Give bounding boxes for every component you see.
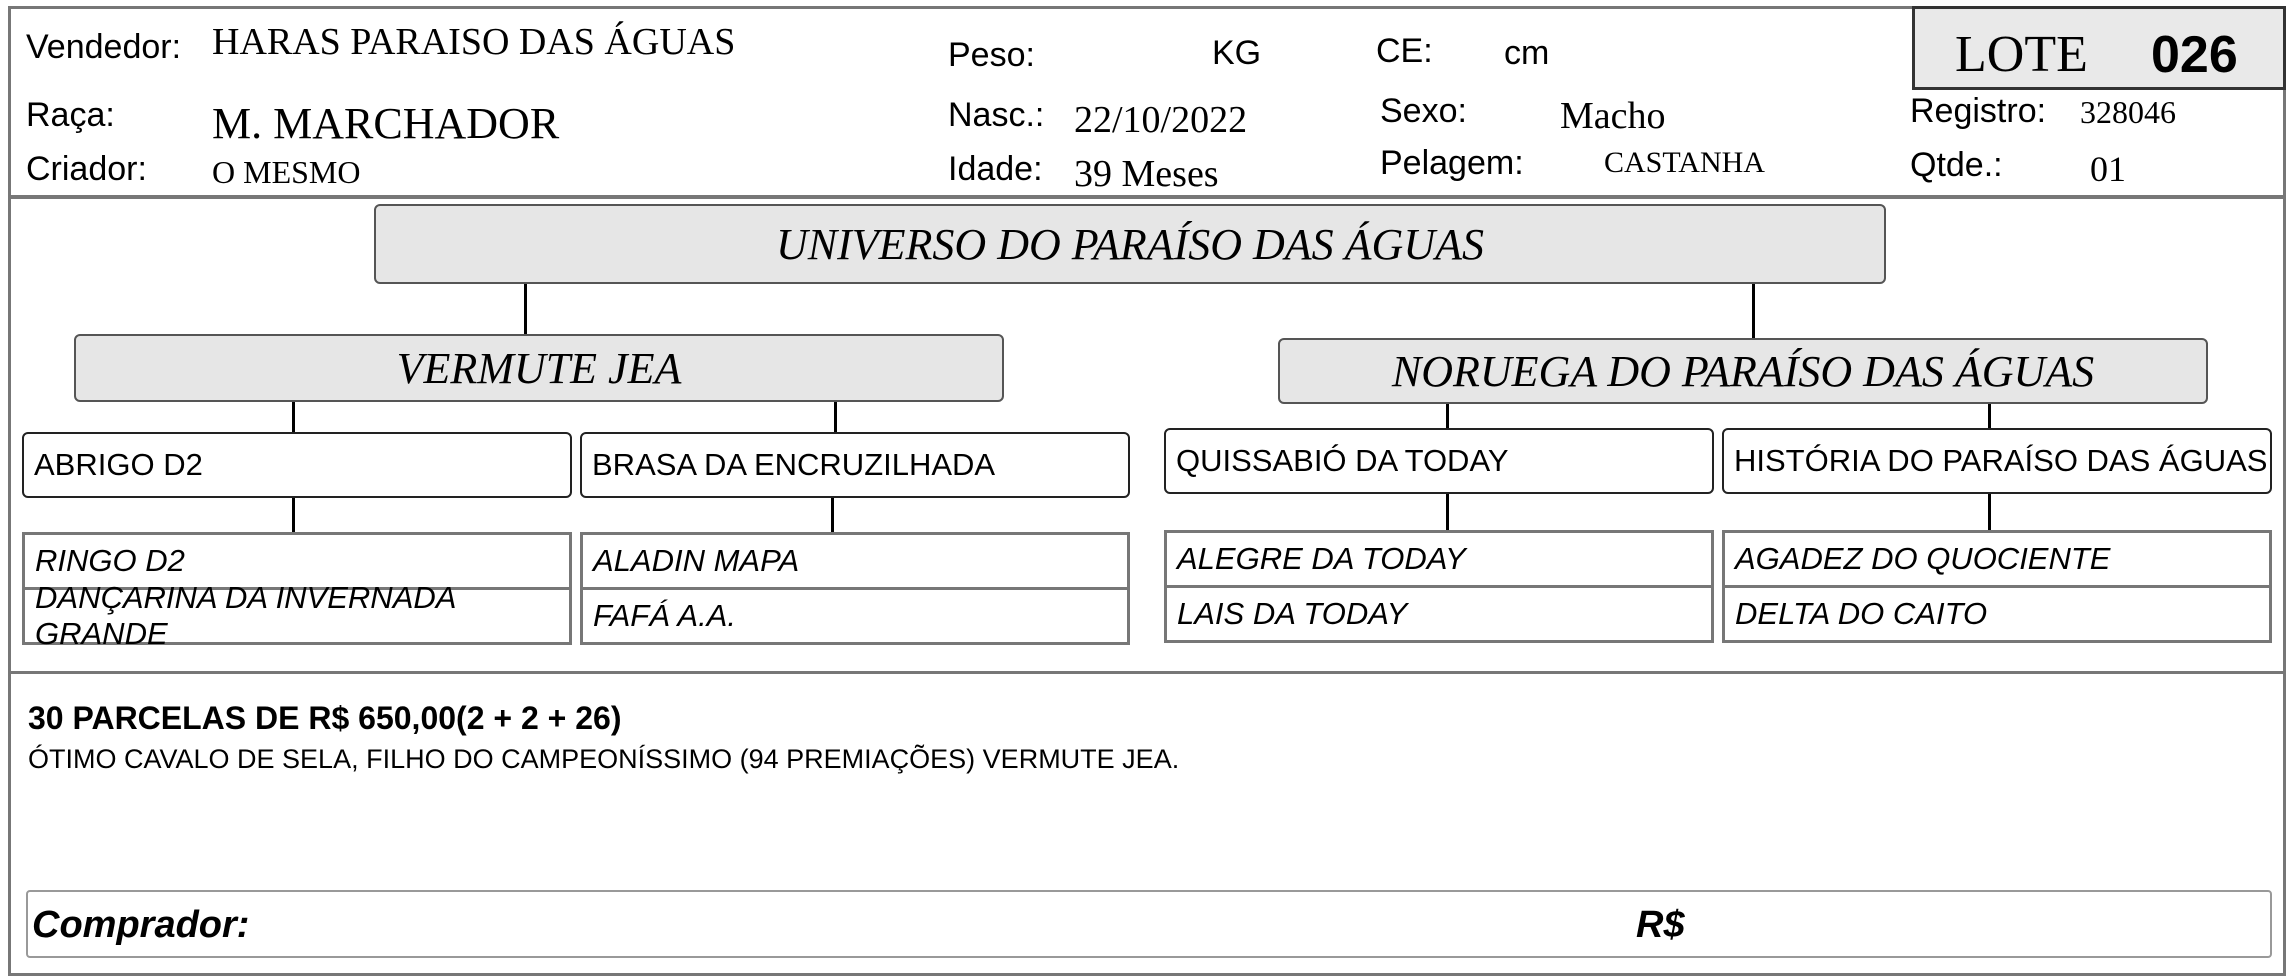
raca-value: M. MARCHADOR (212, 99, 560, 148)
dam-name: NORUEGA DO PARAÍSO DAS ÁGUAS (1391, 346, 2095, 396)
sexo-label: Sexo: (1380, 92, 1467, 130)
dd-sire-box (1722, 530, 2272, 588)
lote-number: 026 (2151, 26, 2238, 84)
description-text: ÓTIMO CAVALO DE SELA, FILHO DO CAMPEONÍSSIMO (94 PREMIAÇÕES) VERMUTE JEA. (28, 744, 1180, 774)
sire-dam-box (580, 432, 1130, 498)
idade-label: Idade: (948, 150, 1043, 188)
dam-sire-box (1164, 428, 1714, 494)
ds-sire-box (1164, 530, 1714, 588)
nasc-label: Nasc.: (948, 96, 1045, 134)
connector-ds-gp (1446, 494, 1449, 532)
idade-value: 39 Meses (1074, 153, 1219, 195)
sire-name: VERMUTE JEA (396, 343, 682, 393)
dd-dam-name: DELTA DO CAITO (1735, 596, 1988, 631)
ss-dam-box (22, 580, 572, 651)
dd-sire-name: AGADEZ DO QUOCIENTE (1735, 541, 2111, 576)
ds-dam-box (1164, 585, 1714, 643)
pelagem-label: Pelagem: (1380, 144, 1524, 182)
sire-sire-box (22, 432, 572, 498)
sd-dam-box (580, 587, 1130, 645)
dd-dam-box (1722, 585, 2272, 643)
nasc-value: 22/10/2022 (1074, 99, 1248, 141)
connector-dam-ds (1446, 400, 1449, 430)
connector-dd-gp (1988, 494, 1991, 532)
registro-label: Registro: (1910, 92, 2047, 130)
ds-sire-name: ALEGRE DA TODAY (1177, 541, 1466, 576)
registro-value: 328046 (2080, 94, 2176, 130)
ss-dam-name: DANÇARINA DA INVERNADA GRANDE (35, 580, 456, 651)
connector-sire-sd (834, 400, 837, 434)
sire-sire-name: ABRIGO D2 (34, 447, 203, 482)
connector-dam-dd (1988, 400, 1991, 430)
connector-animal-sire (524, 282, 527, 336)
criador-label: Criador: (26, 150, 147, 188)
peso-unit: KG (1212, 34, 1262, 72)
dam-dam-box (1722, 428, 2272, 494)
animal-name-box (374, 204, 1886, 284)
sd-dam-name: FAFÁ A.A. (593, 598, 736, 633)
animal-name: UNIVERSO DO PARAÍSO DAS ÁGUAS (776, 219, 1484, 269)
peso-label: Peso: (948, 36, 1035, 74)
connector-ss-gp (292, 496, 295, 534)
raca-label: Raça: (26, 96, 115, 134)
vendedor-value: HARAS PARAISO DAS ÁGUAS (212, 21, 736, 63)
qtde-label: Qtde.: (1910, 146, 2003, 184)
ds-dam-name: LAIS DA TODAY (1177, 596, 1408, 631)
currency-label: R$ (1636, 904, 1685, 946)
connector-sd-gp (831, 496, 834, 534)
ce-unit: cm (1504, 34, 1550, 72)
lote-box (1912, 6, 2286, 90)
comprador-field[interactable] (26, 890, 2272, 958)
dam-sire-name: QUISSABIÓ DA TODAY (1176, 443, 1509, 478)
vendedor-label: Vendedor: (26, 28, 182, 66)
sexo-value: Macho (1560, 95, 1666, 137)
connector-animal-dam (1752, 282, 1755, 338)
sire-dam-name: BRASA DA ENCRUZILHADA (592, 447, 996, 482)
lote-label: LOTE (1955, 26, 2088, 83)
ce-label: CE: (1376, 32, 1433, 70)
comprador-label: Comprador: (32, 904, 250, 946)
sire-box (74, 334, 1004, 402)
sd-sire-box (580, 532, 1130, 590)
qtde-value: 01 (2090, 149, 2126, 189)
ss-sire-name: RINGO D2 (35, 543, 185, 578)
criador-value: O MESMO (212, 154, 361, 190)
connector-sire-ss (292, 400, 295, 434)
parcelas-text: 30 PARCELAS DE R$ 650,00(2 + 2 + 26) (28, 700, 622, 736)
sd-sire-name: ALADIN MAPA (593, 543, 800, 578)
dam-box (1278, 338, 2208, 404)
dam-dam-name: HISTÓRIA DO PARAÍSO DAS ÁGUAS (1734, 443, 2268, 478)
pelagem-value: CASTANHA (1604, 146, 1765, 179)
